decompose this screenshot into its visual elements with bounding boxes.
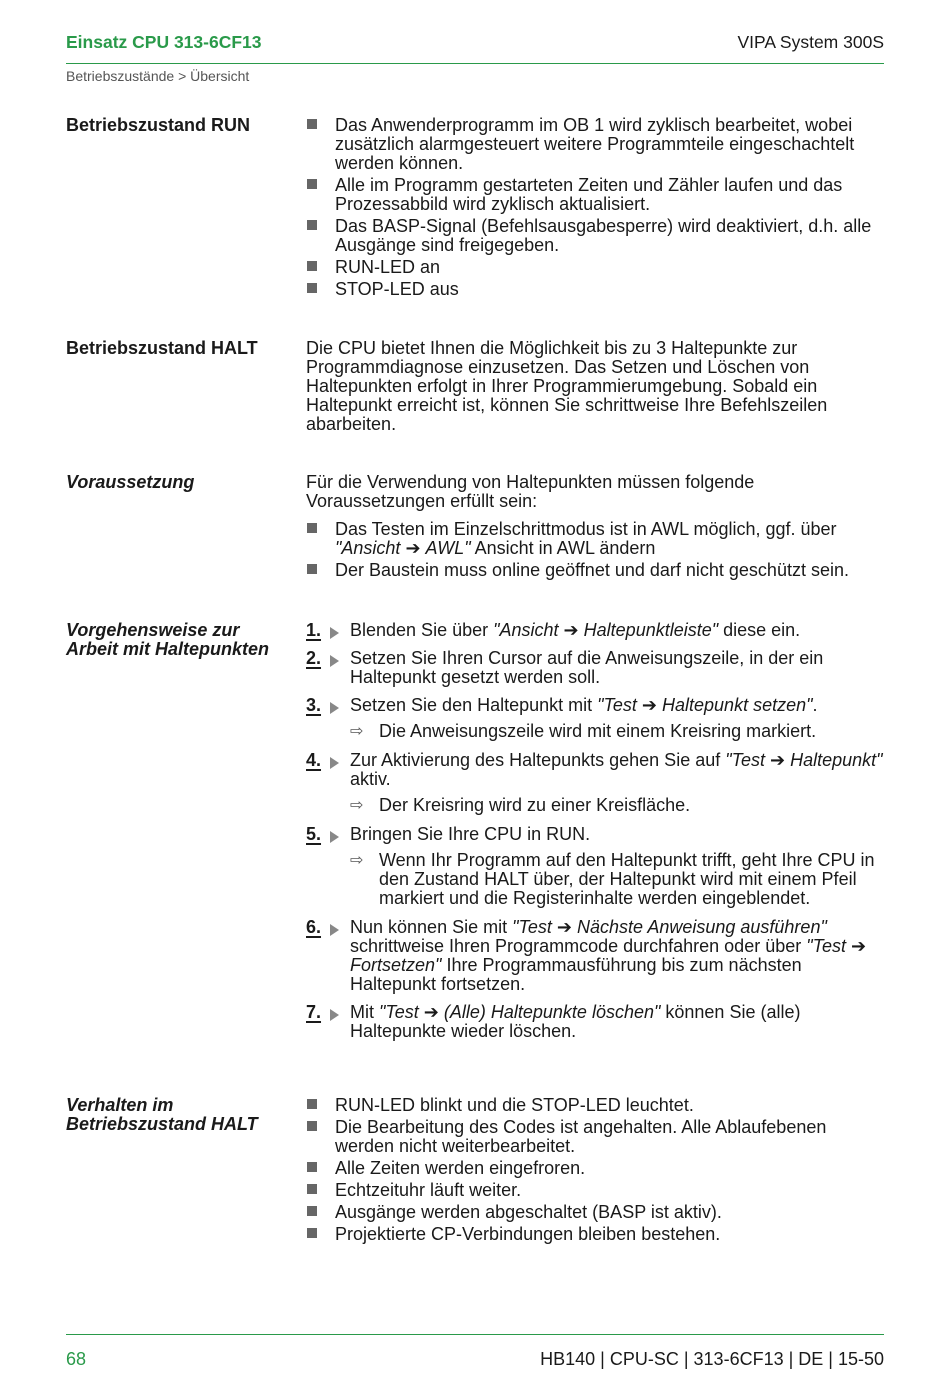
list-item <box>306 217 884 255</box>
step-number: 3. <box>306 696 342 715</box>
list-item <box>306 280 884 299</box>
step-result: ⇨ Wenn Ihr Programm auf den Haltepunkt trifft, geht Ihre CPU in den Zustand HALT über, der Haltepunkt wird mit einem Pfeil markiert und die Registerinhalte werden eingeblendet. <box>350 850 875 908</box>
list-item <box>306 176 884 214</box>
menu-path: (Alle) Haltepunkte löschen" <box>443 1002 661 1022</box>
menu-path: Fortsetzen" <box>350 955 442 975</box>
list-item-text: RUN-LED an <box>335 257 441 277</box>
section-vorgehensweise-content <box>306 621 884 1050</box>
menu-path: Haltepunkt" <box>790 750 883 770</box>
list-item-text: Alle Zeiten werden eingefroren. <box>335 1158 586 1178</box>
section-verhalten-label: Verhalten im Betriebszustand HALT <box>66 1095 258 1134</box>
list-item-text: Der Baustein muss online geöffnet und darf nicht geschützt sein. <box>335 560 849 580</box>
list-item-text: Das Anwenderprogramm im OB 1 wird zyklisch bearbeitet, wobei zusätzlich alarmgesteuert weitere Programmteile eingeschachtelt werden können. <box>335 115 855 173</box>
square-bullet-icon <box>307 220 317 230</box>
step-item: 7. Mit "Test ➔ (Alle) Haltepunkte löschen" können Sie (alle) Haltepunkte wieder löschen. <box>306 1002 801 1041</box>
square-bullet-icon <box>307 261 317 271</box>
step-arrow-icon <box>330 1009 339 1021</box>
menu-path: "Test <box>597 695 637 715</box>
list-item-text: Ausgänge werden abgeschaltet (BASP ist aktiv). <box>335 1202 722 1222</box>
voraussetzung-intro: Für die Verwendung von Haltepunkten müssen folgende Voraussetzungen erfüllt sein: <box>306 472 755 511</box>
step-list <box>306 621 884 1041</box>
breadcrumb: Betriebszustände > Übersicht <box>66 68 250 84</box>
list-item <box>306 1225 884 1244</box>
list-item-text: Projektierte CP-Verbindungen bleiben bestehen. <box>335 1224 721 1244</box>
step-item: 6. Nun können Sie mit "Test ➔ Nächste Anweisung ausführen" schrittweise Ihren Programmcode durchfahren oder über "Test ➔ Fortsetzen" Ihre Programmausführung bis zum nächsten Haltepunkt fortsetzen. <box>306 917 867 994</box>
section-halt-content <box>306 339 884 440</box>
square-bullet-icon <box>307 283 317 293</box>
step-arrow-icon <box>330 627 339 639</box>
step-number: 4. <box>306 751 342 770</box>
list-item <box>306 1118 884 1156</box>
list-item-text: Echtzeituhr läuft weiter. <box>335 1180 522 1200</box>
step-number: 2. <box>306 649 342 668</box>
list-item <box>306 1159 884 1178</box>
list-item <box>306 561 884 580</box>
step-number: 5. <box>306 825 342 844</box>
square-bullet-icon <box>307 564 317 574</box>
list-item <box>306 116 884 173</box>
section-halt-label: Betriebszustand HALT <box>66 338 258 358</box>
menu-arrow-icon: ➔ <box>423 1002 439 1022</box>
step-arrow-icon <box>330 831 339 843</box>
menu-path: "Test <box>725 750 765 770</box>
menu-path: Nächste Anweisung ausführen" <box>576 917 827 937</box>
list-item-text: Ansicht in AWL ändern <box>470 538 656 558</box>
section-voraussetzung-label: Voraussetzung <box>66 472 195 492</box>
section-voraussetzung-content <box>306 473 884 583</box>
square-bullet-icon <box>307 1162 317 1172</box>
step-item: 1. Blenden Sie über "Ansicht ➔ Haltepunktleiste" diese ein. <box>306 620 801 640</box>
step-result: ⇨ Der Kreisring wird zu einer Kreisfläche. <box>350 795 691 815</box>
list-item-text: Die Bearbeitung des Codes ist angehalten. Alle Ablaufebenen werden nicht weiterbearbeitet. <box>335 1117 827 1156</box>
page-number: 68 <box>66 1349 87 1369</box>
step-number: 6. <box>306 918 342 937</box>
list-item-text: RUN-LED blinkt und die STOP-LED leuchtet. <box>335 1095 694 1115</box>
menu-arrow-icon: ➔ <box>770 750 786 770</box>
result-arrow-icon: ⇨ <box>350 852 364 869</box>
square-bullet-icon <box>307 179 317 189</box>
header-product: VIPA System 300S <box>737 32 884 52</box>
halt-paragraph: Die CPU bietet Ihnen die Möglichkeit bis zu 3 Haltepunkte zur Programmdiagnose einzusetzen. Das Setzen und Löschen von Haltepunkten erfolgt in Ihrer Programmierumgebung. Sobald ein Haltepunkt erreicht ist, können Sie schrittweise Ihre Befehlszeilen abarbeiten. <box>306 338 828 434</box>
menu-arrow-icon: ➔ <box>563 620 579 640</box>
step-arrow-icon <box>330 655 339 667</box>
voraussetzung-bullet-list <box>306 520 884 580</box>
section-run-content <box>306 116 884 302</box>
step-item: 5. Bringen Sie Ihre CPU in RUN. <box>306 824 591 844</box>
header-divider <box>66 63 884 64</box>
square-bullet-icon <box>307 1228 317 1238</box>
menu-path: "Ansicht <box>493 620 559 640</box>
step-number: 1. <box>306 621 342 640</box>
square-bullet-icon <box>307 1099 317 1109</box>
header-title: Einsatz CPU 313-6CF13 <box>66 32 262 52</box>
step-item: 4. Zur Aktivierung des Haltepunkts gehen Sie auf "Test ➔ Haltepunkt" aktiv. <box>306 750 883 789</box>
footer-divider <box>66 1334 884 1335</box>
step-item: 2. Setzen Sie Ihren Cursor auf die Anweisungszeile, in der ein Haltepunkt gesetzt werden soll. <box>306 648 824 687</box>
section-run-label: Betriebszustand RUN <box>66 115 251 135</box>
step-result: ⇨ Die Anweisungszeile wird mit einem Kreisring markiert. <box>350 721 817 741</box>
menu-arrow-icon: ➔ <box>405 538 421 558</box>
list-item <box>306 1203 884 1222</box>
list-item-text: Das Testen im Einzelschrittmodus ist in AWL möglich, ggf. über <box>335 519 837 539</box>
square-bullet-icon <box>307 1184 317 1194</box>
list-item-text: STOP-LED aus <box>335 279 459 299</box>
menu-path: Haltepunktleiste" <box>583 620 719 640</box>
menu-arrow-icon: ➔ <box>556 917 572 937</box>
step-arrow-icon <box>330 702 339 714</box>
square-bullet-icon <box>307 1206 317 1216</box>
result-arrow-icon: ⇨ <box>350 797 364 814</box>
list-item <box>306 258 884 277</box>
section-vorgehensweise-label: Vorgehensweise zur Arbeit mit Haltepunkten <box>66 620 270 659</box>
square-bullet-icon <box>307 119 317 129</box>
menu-arrow-icon: ➔ <box>641 695 657 715</box>
step-arrow-icon <box>330 924 339 936</box>
list-item <box>306 520 884 558</box>
square-bullet-icon <box>307 523 317 533</box>
menu-path: "Ansicht <box>335 538 401 558</box>
document-reference: HB140 | CPU-SC | 313-6CF13 | DE | 15-50 <box>540 1349 884 1369</box>
menu-arrow-icon: ➔ <box>851 936 867 956</box>
list-item-text: Das BASP-Signal (Befehlsausgabesperre) wird deaktiviert, d.h. alle Ausgänge sind freigegeben. <box>335 216 872 255</box>
menu-path: AWL" <box>425 538 471 558</box>
list-item-text: Alle im Programm gestarteten Zeiten und Zähler laufen und das Prozessabbild wird zyklisch aktualisiert. <box>335 175 843 214</box>
step-number: 7. <box>306 1003 342 1022</box>
section-verhalten-content <box>306 1096 884 1247</box>
run-bullet-list <box>306 116 884 299</box>
square-bullet-icon <box>307 1121 317 1131</box>
menu-path: Haltepunkt setzen" <box>662 695 813 715</box>
menu-path: "Test <box>806 936 846 956</box>
list-item <box>306 1096 884 1115</box>
result-arrow-icon: ⇨ <box>350 723 364 740</box>
step-item: 3. Setzen Sie den Haltepunkt mit "Test ➔ Haltepunkt setzen". <box>306 695 818 715</box>
menu-path: "Test <box>379 1002 419 1022</box>
list-item <box>306 1181 884 1200</box>
menu-path: "Test <box>512 917 552 937</box>
verhalten-bullet-list <box>306 1096 884 1244</box>
step-arrow-icon <box>330 757 339 769</box>
